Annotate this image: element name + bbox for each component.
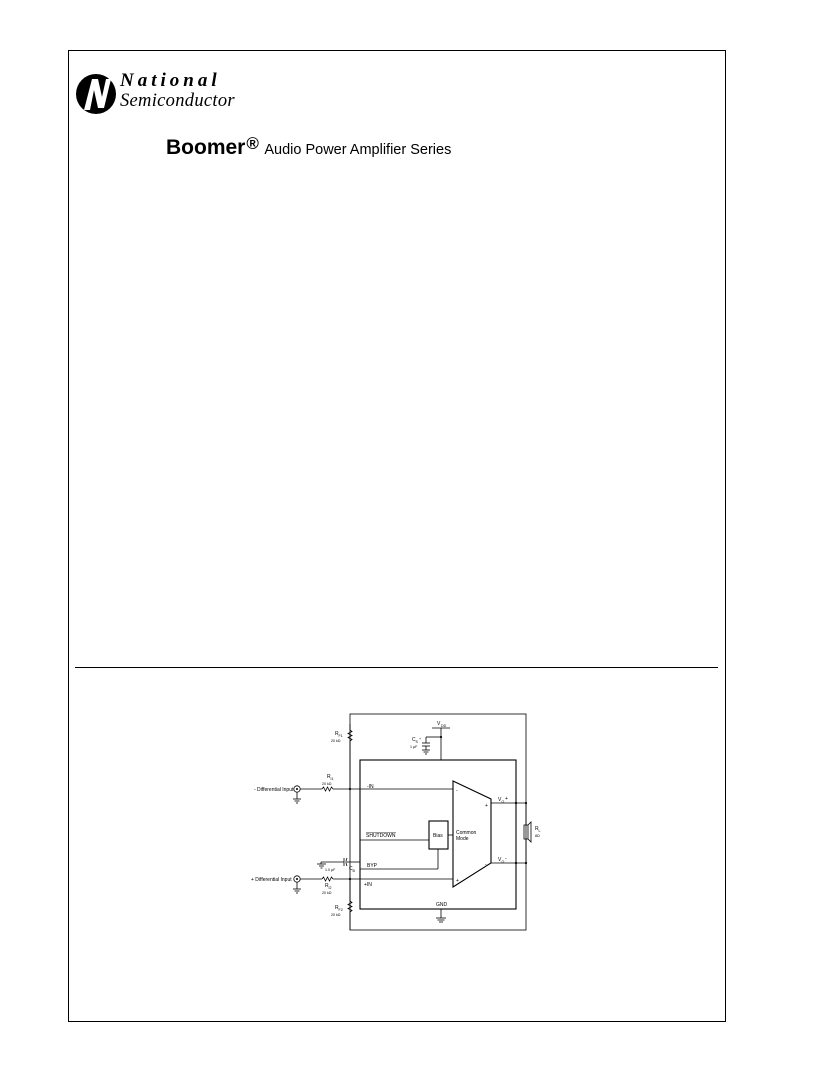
vo-plus-label: V: [498, 797, 502, 803]
gnd-label: GND: [436, 902, 448, 908]
ri1-label: R: [327, 774, 331, 780]
bias-label: Bias: [433, 833, 443, 839]
brand-name-line1: National: [120, 70, 221, 91]
svg-text:+: +: [505, 796, 508, 802]
svg-text:-: -: [456, 788, 458, 794]
svg-text:S: S: [415, 740, 418, 744]
svg-text:+: +: [485, 803, 488, 809]
cs-value: 1 µF: [410, 745, 418, 749]
schematic-outer-box: [350, 714, 526, 930]
svg-text:+: +: [456, 878, 459, 884]
gnd-symbol: [436, 902, 448, 922]
vdd-label: V: [437, 721, 441, 727]
ri2-value: 20 kΩ: [322, 891, 332, 895]
national-semiconductor-logo: [75, 70, 255, 120]
rl-label: R: [535, 826, 539, 832]
ri1-resistor: [322, 774, 334, 791]
cs-capacitor: [410, 737, 430, 754]
svg-text:O: O: [501, 800, 505, 804]
ri2-resistor: [322, 877, 333, 895]
brand-name-line2: Semiconductor: [120, 91, 235, 111]
series-name: Boomer: [166, 136, 246, 159]
rf1-resistor: [331, 724, 352, 789]
rf2-value: 20 kΩ: [331, 913, 341, 917]
svg-text:O: O: [501, 860, 505, 864]
svg-text:I2: I2: [328, 886, 332, 890]
svg-text:Mode: Mode: [456, 836, 469, 842]
national-n-logo-icon: [75, 70, 117, 116]
cb-value: 1.0 µF: [325, 868, 336, 872]
series-subtitle: Audio Power Amplifier Series: [264, 142, 452, 158]
plus-input-label: + Differential Input: [251, 877, 292, 883]
svg-text:F2: F2: [338, 908, 343, 912]
plus-input-connector: [251, 876, 301, 893]
typical-application-schematic: [240, 700, 560, 940]
svg-text:DD: DD: [441, 724, 447, 728]
in-plus-pin: +IN: [364, 882, 372, 888]
registered-mark: ®: [246, 134, 259, 153]
in-minus-pin: -IN: [367, 784, 374, 790]
rf2-label: R: [335, 905, 339, 911]
rf1-label: R: [335, 731, 339, 737]
vo-minus-label: V: [498, 857, 502, 863]
shutdown-pin: SHUTDOWN: [366, 833, 396, 839]
cb-label: C: [349, 866, 353, 872]
series-title: [166, 134, 451, 160]
ri1-value: 20 kΩ: [322, 782, 332, 786]
minus-input-label: - Differential Input: [254, 787, 294, 793]
speaker-load-icon: [524, 803, 541, 863]
rf1-value: 20 kΩ: [331, 739, 341, 743]
svg-text:L: L: [538, 829, 541, 833]
svg-text:B: B: [352, 869, 355, 873]
svg-text:I1: I1: [330, 777, 334, 781]
rf2-resistor: [328, 879, 352, 930]
ri2-label: R: [325, 883, 329, 889]
minus-input-connector: [254, 786, 301, 803]
rl-value: 8Ω: [535, 834, 540, 838]
svg-text:-: -: [485, 862, 487, 868]
cs-label: C: [412, 737, 416, 743]
svg-text:-: -: [505, 856, 507, 862]
vdd-supply: [426, 721, 450, 760]
section-divider: [75, 667, 718, 668]
common-mode-label: Common: [456, 830, 477, 836]
svg-text:+: +: [419, 737, 422, 741]
byp-pin: BYP: [367, 863, 378, 869]
svg-text:F1: F1: [338, 734, 343, 738]
